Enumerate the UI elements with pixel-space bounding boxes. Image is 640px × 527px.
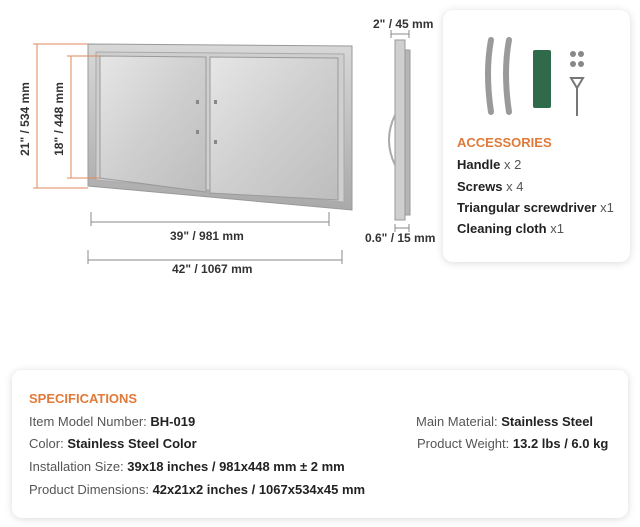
- overall-width-label: 42" / 1067 mm: [172, 262, 253, 276]
- accessories-title: ACCESSORIES: [457, 135, 552, 150]
- triangular-screwdriver-icon: [571, 78, 583, 116]
- accessory-item: Screws x 4: [457, 179, 524, 194]
- handle-icon: [488, 40, 509, 112]
- accessories-illustration: [447, 32, 627, 122]
- opening-width-label: 39" / 981 mm: [170, 229, 244, 243]
- overall-height-label: 21" / 534 mm: [18, 82, 32, 156]
- accessory-item: Triangular screwdriver x1: [457, 200, 614, 215]
- spec-color: Color: Stainless Steel Color: [29, 436, 197, 451]
- spec-product-weight: Product Weight: 13.2 lbs / 6.0 kg: [417, 436, 609, 451]
- accessory-item: Cleaning cloth x1: [457, 221, 564, 236]
- depth-label: 2" / 45 mm: [373, 17, 434, 31]
- opening-height-label: 18" / 448 mm: [52, 82, 66, 156]
- spec-installation-size: Installation Size: 39x18 inches / 981x448 mm ± 2 mm: [29, 459, 345, 474]
- left-door-panel: [100, 56, 206, 192]
- spec-main-material: Main Material: Stainless Steel: [416, 414, 594, 429]
- door-side-diagram: [375, 30, 435, 250]
- specifications-card: [12, 370, 628, 518]
- screws-icon: [570, 51, 584, 67]
- cleaning-cloth-icon: [533, 50, 551, 108]
- spec-item-model: Item Model Number: BH-019: [29, 414, 196, 429]
- specifications-title: SPECIFICATIONS: [29, 391, 138, 406]
- accessory-item: Handle x 2: [457, 157, 522, 172]
- accessories-card: [443, 10, 630, 262]
- spec-product-dimensions: Product Dimensions: 42x21x2 inches / 1067x534x45 mm: [29, 482, 366, 497]
- thickness-label: 0.6" / 15 mm: [365, 231, 436, 245]
- right-door-panel: [210, 57, 338, 200]
